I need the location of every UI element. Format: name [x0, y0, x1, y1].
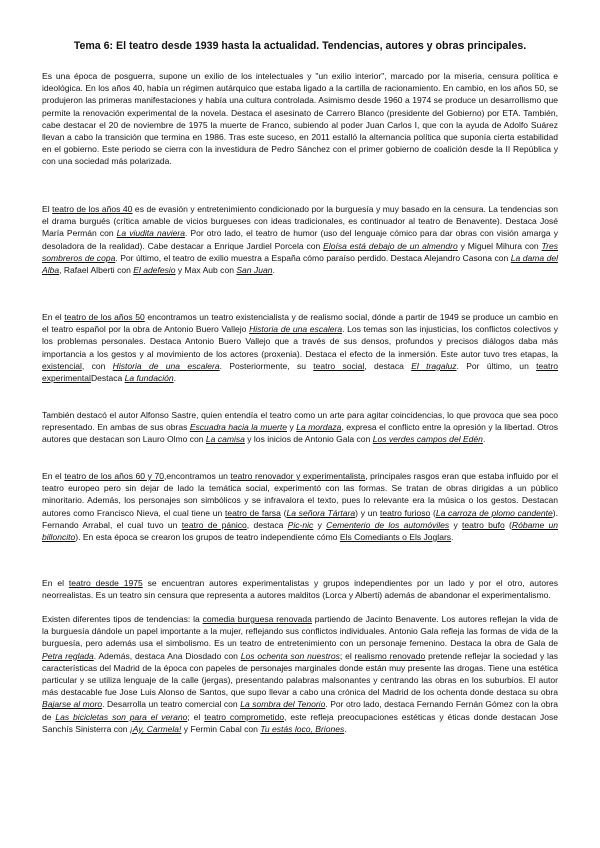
work-title: La carroza de plomo candente — [435, 507, 553, 518]
work-title: La viudita naviera — [116, 228, 185, 239]
work-title: Las bicicletas son para el verano — [55, 711, 188, 722]
paragraph-sastre: También destacó el autor Alfonso Sastre, quien entendía el teatro como un arte para agitar coincidencias, lo que provoca que sea poco representado. En ambas de sus obras Escuadra hacia la muerte y La mordaza, expresa el conflicto entre la opresión y la libertad. Otros autores que destacan son Lauro Olmo con La camisa y los inicios de Antonio Gala con Los verdes campos del Edén. — [42, 410, 558, 445]
work-title: La dama del Alba — [42, 252, 558, 276]
work-title: Los verdes campos del Edén — [372, 434, 483, 445]
work-title: La mordaza — [296, 422, 342, 433]
work-title: La señora Tártara — [286, 507, 356, 518]
heading-link: teatro desde 1975 — [68, 578, 143, 588]
work-title: Cementerio de los automóviles — [326, 519, 450, 530]
group-names: Els Comediants o Els Joglars — [339, 532, 452, 543]
heading-link: teatro de los años 60 y 70 — [64, 471, 165, 481]
stage-label: teatro social — [313, 360, 365, 371]
heading-link: teatro de los años 50 — [64, 312, 145, 322]
paragraph-since-1975: En el teatro desde 1975 se encuentran autores experimentalistas y grupos independientes por un lado y por el otro, autores neorrealistas. Es un teatro sin censura que representa a autores malditos (Lorca y Alberti) además de abandonar el experimentalismo. — [42, 578, 558, 601]
tendency-label: comedia burguesa renovada — [202, 614, 312, 624]
work-title: Petra reglada — [42, 650, 94, 661]
paragraph-context: Es una época de posguerra, supone un exilio de los intelectuales y "un exilio interior", marcado por la miseria, censura política e ideológica. En los años 40, había un régimen autárquico que estaba ligado a la cartilla de racionamiento. En cambio, en los años 50, se produjeron las primeras manifestaciones y había una cultura controlada. Asimismo desde 1960 a 1974 se produce un desarrollismo que permite la renovación experimental de la novela. Destaca el asesinato de Carrero Blanco (presidente del Gobierno) por ETA. También, cabe destacar el 20 de noviembre de 1975 la muerte de Franco, subiendo al poder Juan Carlos I, que con la ayuda de Adolfo Suárez llevan a cabo la transición que termina en 1986. Tras este suceso, en 2011 estalló la alternancia política que suponía cierta estabilidad en el gobierno. Este periodo se cierra con la investidura de Pedro Sánchez con el primer gobierno de coalición desde la II República y con una sociedad más polarizada. — [42, 71, 558, 167]
work-title: Pic-nic — [287, 519, 314, 530]
tendency-label: teatro furioso — [379, 507, 431, 518]
page-title: Tema 6: El teatro desde 1939 hasta la actualidad. Tendencias, autores y obras principales. — [73, 40, 527, 52]
work-title: Escuadra hacia la muerte — [189, 422, 287, 433]
work-title: La sombra del Tenorio — [240, 699, 326, 710]
work-title: La fundación — [124, 373, 174, 384]
work-title: La camisa — [205, 434, 245, 445]
work-title: Bajarse al moro — [42, 699, 103, 710]
heading-link: teatro de los años 40 — [52, 204, 133, 214]
tendency-label: teatro de pánico — [181, 519, 247, 530]
work-title: Historia de una escalera — [249, 324, 343, 335]
tendency-label: teatro bufo — [462, 519, 505, 530]
stage-label: teatro experimental — [42, 360, 558, 384]
work-title: El tragaluz — [411, 360, 457, 371]
work-title: Los ochenta son nuestros — [240, 650, 340, 661]
paragraph-1950s: En el teatro de los años 50 encontramos un teatro existencialista y de realismo social, dónde a partir de 1949 se produce un cambio en el teatro español por la obra de Antonio Buero Vallejo Historia de una escalera. Los temas son las injusticias, los conflictos colectivos y los problemas personales. Destaca Antonio Buero Vallejo que a través de sus densos, profundos y precisos diálogos daba más importancia a los gestos y al movimiento de los actores (proxenia). Destaca el efecto de la inmersión. Este autor tuvo tres etapas, la existencial, con Historia de una escalera. Posteriormente, su teatro social, destaca El tragaluz. Por último, un teatro experimentalDestaca La fundación. — [42, 312, 559, 384]
work-title: Tu estás loco, Briones — [260, 723, 345, 734]
work-title: San Juan — [236, 265, 273, 276]
work-title: El adefesio — [133, 265, 176, 276]
work-title: Historia de una escalera — [112, 360, 220, 371]
work-title: ¡Ay, Carmela! — [129, 723, 182, 734]
tendency-label: teatro de farsa — [224, 507, 281, 518]
paragraph-tendencies: Existen diferentes tipos de tendencias: la comedia burguesa renovada partiendo de Jacinto Benavente. Los autores reflejan la vida de la burguesía dándole un papel importante a la mujer, reflejando sus conflictos individuales. Antonio Gala refleja las formas de vida de la burguesía, pero además usa el simbolismo. Es un teatro de entretenimiento con un personaje femenino. Destaca la obra de Gala de Petra reglada. Además, destaca Ana Diosdado con Los ochenta son nuestros; el realismo renovado pretende reflejar la sociedad y las características del Madrid de la época con papeles de personajes marginales donde están muy presente las drogas. Tiene una estética particular y se utiliza lenguaje de la calle (jergas), presentando palabras malsonantes y centrando las obras en los suburbios. El autor más destacable fue Jose Luis Alonso de Santos, que supo llevar a cabo una crónica del Madrid de los ochenta donde destaca su obra Bajarse al moro. Desarrolla un teatro comercial con La sombra del Tenorio. Por otro lado, destaca Fernando Fernán Gómez con la obra de Las bicicletas son para el verano; el teatro comprometido, este refleja preocupaciones estéticas y éticas donde destacan Jose Sanchís Sinisterra con ¡Ay, Carmela! y Fermin Cabal con Tu estás loco, Briones. — [42, 614, 559, 734]
work-title: Róbame un billoncito — [42, 519, 558, 543]
tendency-label: teatro comprometido — [204, 711, 285, 722]
work-title: Eloísa está debajo de un almendro — [323, 240, 458, 251]
paragraph-1960s-70s: En el teatro de los años 60 y 70,encontramos un teatro renovador y experimentalista, principales rasgos eran que estaba influido por el teatro europeo pero sin dejar de lado la temática social, experimentó con las formas. Se tratan de obras dirigidas a un público minoritario. Además, los personajes son simbólicos y se infravalora el texto, pues lo relevante era la música o los gestos. Destacan autores como Francisco Nieva, el cual tiene un teatro de farsa (La señora Tártara) y un teatro furioso (La carroza de plomo candente). Fernando Arrabal, el cual tuvo un teatro de pánico, destaca Pic-nic y Cementerio de los automóviles y teatro bufo (Róbame un billoncito). En esta época se crearon los grupos de teatro independiente cómo Els Comediants o Els Joglars. — [42, 471, 558, 543]
tendency-label: realismo renovado — [354, 650, 426, 661]
work-title: Tres sombreros de copa — [42, 240, 558, 263]
paragraph-1940s: El teatro de los años 40 es de evasión y entretenimiento condicionado por la burguesía y muy basado en la censura. La tendencias son el drama burgués (crítica amable de vicios burgueses con ideas tradicionales, es continuador al teatro de Benavente). Destaca José María Permán con La viudita naviera. Por otro lado, el teatro de humor (uso del lenguaje cómico para dar obras con visión amarga y desoladora de la realidad). Cabe destacar a Enrique Jardiel Porcela con Eloísa está debajo de un almendro y Miguel Mihura con Tres sombreros de copa. Por último, el teatro de exilio muestra a España cómo paraíso perdido. Destaca Alejandro Casona con La dama del Alba, Rafael Alberti con El adefesio y Max Aub con San Juan. — [42, 204, 559, 276]
stage-label: existencial — [42, 360, 82, 371]
tendency-label: teatro renovador y experimentalista — [230, 471, 366, 481]
